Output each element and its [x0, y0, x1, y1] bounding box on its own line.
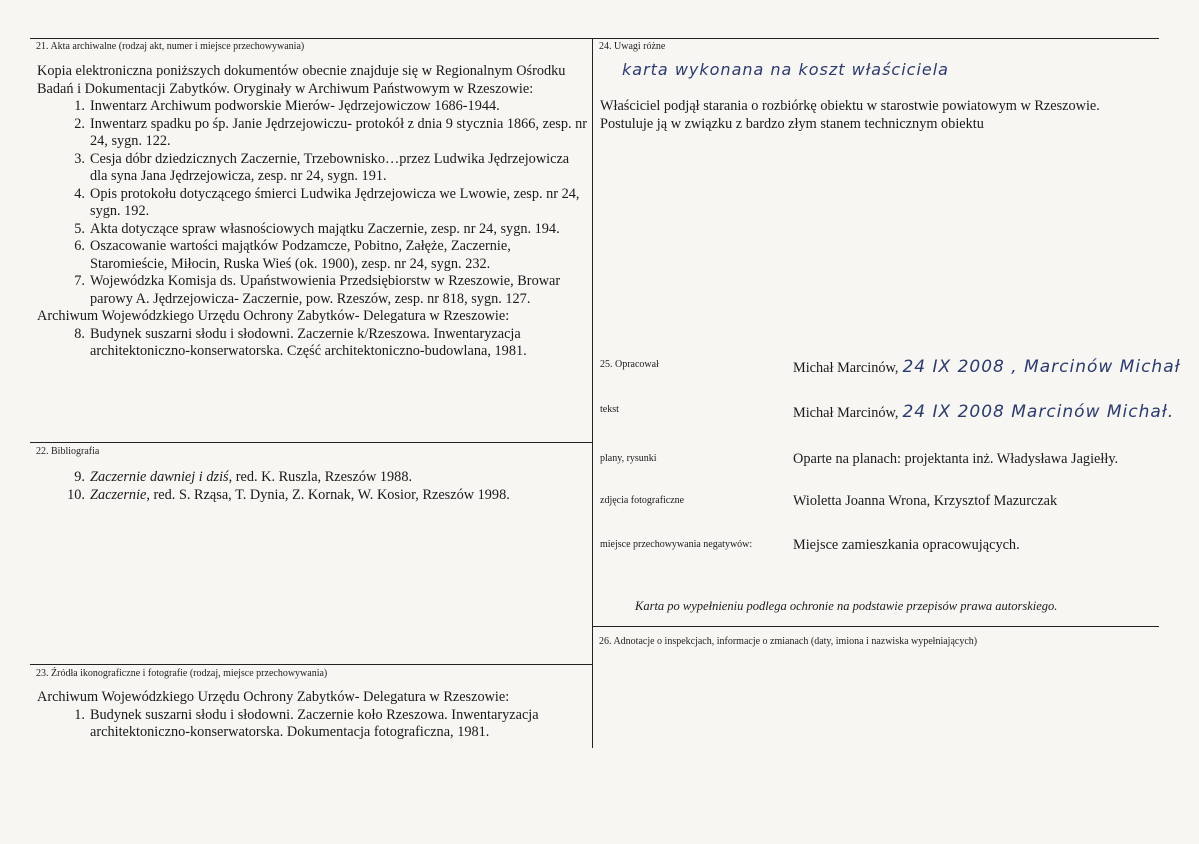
- section-22-content: [37, 469, 589, 504]
- handwritten-signature: 24 IX 2008 , Marcinów Michał: [902, 357, 1181, 377]
- list-item: [37, 326, 589, 361]
- credit-value: [793, 357, 1181, 377]
- list-item: [37, 707, 589, 742]
- handwritten-signature: 24 IX 2008 Marcinów Michał.: [902, 402, 1175, 422]
- list-item: [37, 116, 589, 151]
- divider-25-26: [592, 626, 1159, 627]
- section-22-header: 22. Bibliografia: [36, 446, 100, 457]
- list-item-number: 5.: [74, 220, 85, 237]
- list-item-text: Akta dotyczące spraw własnościowych majątku Zaczernie, zesp. nr 24, sygn. 194.: [90, 220, 560, 237]
- top-border: [30, 38, 1159, 39]
- credit-value-text: Wioletta Joanna Wrona, Krzysztof Mazurczak: [793, 493, 1058, 509]
- list-item-number: 9.: [74, 469, 85, 485]
- credit-value-text: Miejsce zamieszkania opracowujących.: [793, 537, 1020, 553]
- credit-label: 25. Opracował: [600, 359, 659, 370]
- list-item-text: Wojewódzka Komisja ds. Upaństwowienia Przedsiębiorstw w Rzeszowie, Browar parowy A. Jędrzejowicza- Zaczernie, pow. Rzeszów, zesp. nr 818, sygn. 127.: [90, 273, 561, 307]
- list-item: [37, 273, 589, 308]
- section-21-list-2: [37, 326, 589, 361]
- credit-value: [793, 493, 1057, 510]
- credit-label: zdjęcia fotograficzne: [600, 495, 685, 506]
- list-item-number: 3.: [74, 150, 85, 167]
- credit-value-text: Michał Marcinów,: [793, 360, 899, 376]
- list-item: [37, 98, 589, 116]
- book-details: , red. S. Rząsa, T. Dynia, Z. Kornak, W. Kosior, Rzeszów 1998.: [146, 486, 510, 503]
- list-item-text: Cesja dóbr dziedzicznych Zaczernie, Trzebownisko…przez Ludwika Jędrzejowicza dla syna Jana Jędrzejowicza, zesp. nr 24, sygn. 191.: [90, 150, 570, 184]
- list-item-text: Inwentarz Archiwum podworskie Mierów- Jędrzejowiczow 1686-1944.: [90, 98, 500, 114]
- list-item-text: Budynek suszarni słodu i słodowni. Zaczernie koło Rzeszowa. Inwentaryzacja architektoniczno-konserwatorska. Dokumentacja fotograficzna, 1981.: [90, 706, 539, 740]
- credit-label: plany, rysunki: [600, 453, 657, 464]
- divider-22-23: [30, 664, 592, 665]
- section-24-text: Właściciel podjął starania o rozbiórkę obiektu w starostwie powiatowym w Rzeszowie. Postuluje ją w związku z bardzo złym stanem technicznym obiektu: [600, 98, 1100, 132]
- credit-value: [793, 451, 1118, 468]
- list-item-number: 2.: [74, 115, 85, 132]
- list-item-number: 7.: [74, 273, 85, 289]
- list-item-text: Opis protokołu dotyczącego śmierci Ludwika Jędrzejowicza we Lwowie, zesp. nr 24, sygn. 192.: [90, 185, 580, 219]
- list-item-number: 6.: [74, 238, 85, 254]
- list-item-number: 1.: [74, 706, 85, 723]
- section-21-archive2: Archiwum Wojewódzkiego Urzędu Ochrony Zabytków- Delegatura w Rzeszowie:: [37, 308, 510, 324]
- column-divider: [592, 38, 593, 748]
- copyright-notice: Karta po wypełnieniu podlega ochronie na podstawie przepisów prawa autorskiego.: [635, 599, 1058, 613]
- credit-value: [793, 537, 1020, 554]
- section-23-header: 23. Źródła ikonograficzne i fotografie (rodzaj, miejsce przechowywania): [36, 668, 328, 679]
- list-item: [37, 221, 589, 239]
- section-21-header: 21. Akta archiwalne (rodzaj akt, numer i miejsce przechowywania): [36, 41, 305, 52]
- list-item-text: Inwentarz spadku po śp. Janie Jędrzejowiczu- protokół z dnia 9 stycznia 1866, zesp. nr 24, sygn. 122.: [90, 115, 588, 149]
- list-item-number: 4.: [74, 185, 85, 202]
- section-21-list: [37, 98, 589, 308]
- credit-value-text: Michał Marcinów,: [793, 405, 899, 421]
- book-details: , red. K. Ruszla, Rzeszów 1988.: [228, 469, 413, 485]
- handwritten-note: karta wykonana na koszt właściciela: [622, 60, 949, 79]
- book-title: Zaczernie: [90, 486, 147, 503]
- credit-value: [793, 402, 1174, 422]
- book-title: Zaczernie dawniej i dziś: [90, 469, 229, 485]
- section-24-header: 24. Uwagi różne: [599, 41, 666, 52]
- list-item-text: Budynek suszarni słodu i słodowni. Zaczernie k/Rzeszowa. Inwentaryzacja architektoniczno-konserwatorska. Część architektoniczno-budowlana, 1981.: [90, 325, 527, 359]
- credit-label: miejsce przechowywania negatywów:: [600, 539, 753, 550]
- divider-21-22: [30, 442, 592, 443]
- list-item: [37, 238, 589, 273]
- section-26-header: 26. Adnotacje o inspekcjach, informacje o zmianach (daty, imiona i nazwiska wypełniających): [599, 636, 978, 647]
- section-23-list: [37, 707, 589, 742]
- list-item-number: 10.: [67, 486, 85, 503]
- list-item: [37, 469, 589, 487]
- list-item-number: 1.: [74, 98, 85, 114]
- list-item: [37, 186, 589, 221]
- credit-value-text: Oparte na planach: projektanta inż. Władysława Jagiełły.: [793, 451, 1119, 467]
- credit-label: tekst: [600, 404, 619, 415]
- list-item-number: 8.: [74, 325, 85, 342]
- section-21-intro: Kopia elektroniczna poniższych dokumentów obecnie znajduje się w Regionalnym Ośrodku Badań i Dokumentacji Zabytków. Oryginały w Archiwum Państwowym w Rzeszowie:: [37, 63, 566, 97]
- list-item: [37, 487, 589, 505]
- section-21-content: [37, 63, 589, 361]
- section-23-archive: Archiwum Wojewódzkiego Urzędu Ochrony Zabytków- Delegatura w Rzeszowie:: [37, 689, 510, 705]
- list-item-text: Oszacowanie wartości majątków Podzamcze, Pobitno, Załęże, Zaczernie, Staromieście, Miłocin, Ruska Wieś (ok. 1900), zesp. nr 24, sygn. 232.: [90, 238, 511, 272]
- section-23-content: [37, 689, 589, 742]
- bibliography-list: [37, 469, 589, 504]
- list-item: [37, 151, 589, 186]
